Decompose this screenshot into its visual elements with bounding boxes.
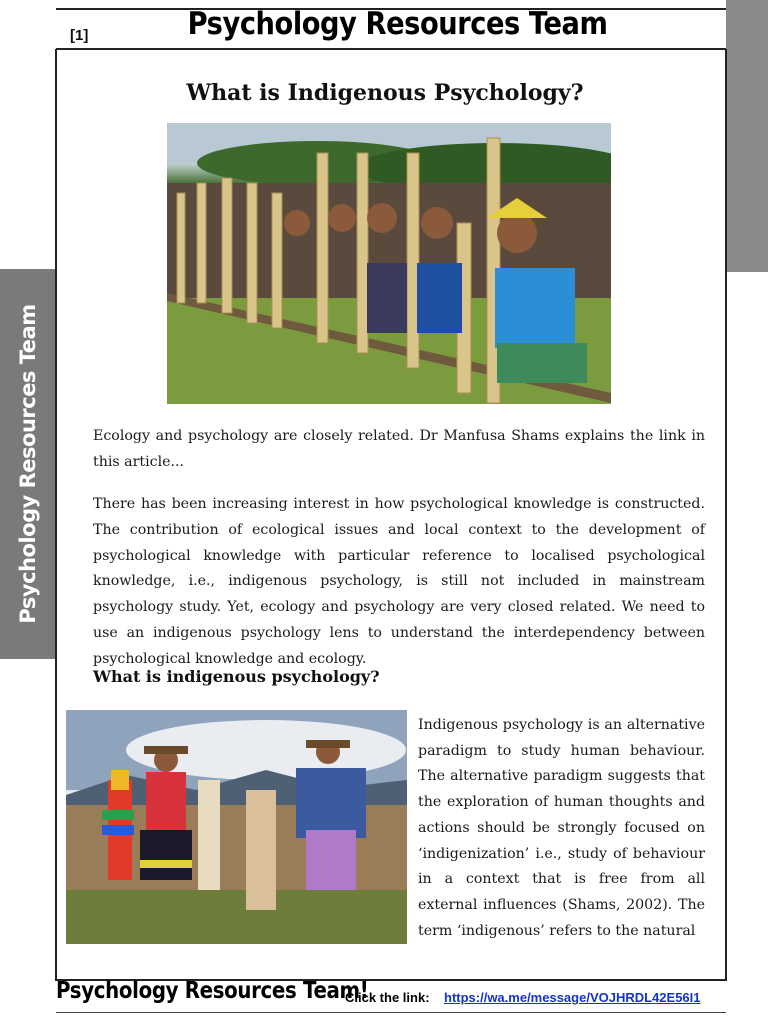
- article-title: What is Indigenous Psychology?: [186, 80, 584, 106]
- right-side-tab: [726, 0, 768, 272]
- footer-click-label: Click the link:: [345, 990, 430, 1005]
- intro-paragraph: Ecology and psychology are closely related. Dr Manfusa Shams explains the link in this article...: [93, 428, 705, 470]
- indigenous-definition-paragraph: Indigenous psychology is an alternative paradigm to study human behaviour. The alternative paradigm suggests that the exploration of human thoughts and actions should be strongly focused on ‘indigenization’ i.e., study of behaviour in a context that is free from all external influences (Shams, 2002). The term ‘indigenous’ refers to the natural: [418, 717, 705, 939]
- andean-women-llamas-illustration: [66, 710, 407, 944]
- side-tab-label: Psychology Resources Team: [16, 304, 40, 624]
- footer-whatsapp-link[interactable]: https://wa.me/message/VOJHRDL42E56I1: [444, 990, 701, 1005]
- andean-women-llamas-photo: [66, 710, 407, 944]
- section-heading: What is indigenous psychology?: [93, 667, 380, 686]
- footer-brand: Psychology Resources Team!: [56, 978, 369, 1004]
- header-title: Psychology Resources Team: [187, 6, 608, 42]
- indigenous-musicians-illustration: [167, 123, 611, 404]
- left-side-tab: [0, 269, 57, 659]
- page-number: [1]: [70, 27, 89, 44]
- body-paragraph: There has been increasing interest in how psychological knowledge is constructed. The contribution of ecological issues and local context to the development of psychological knowledge with particular reference to localised psychological knowledge, i.e., indigenous psychology, is still not included in mainstream psychology study. Yet, ecology and psychology are very closed related. We need to use an indigenous psychology lens to understand the interdependency between psychological knowledge and ecology.: [93, 496, 705, 667]
- footer-bottom-rule: [56, 1012, 726, 1013]
- indigenous-musicians-photo: [167, 123, 611, 404]
